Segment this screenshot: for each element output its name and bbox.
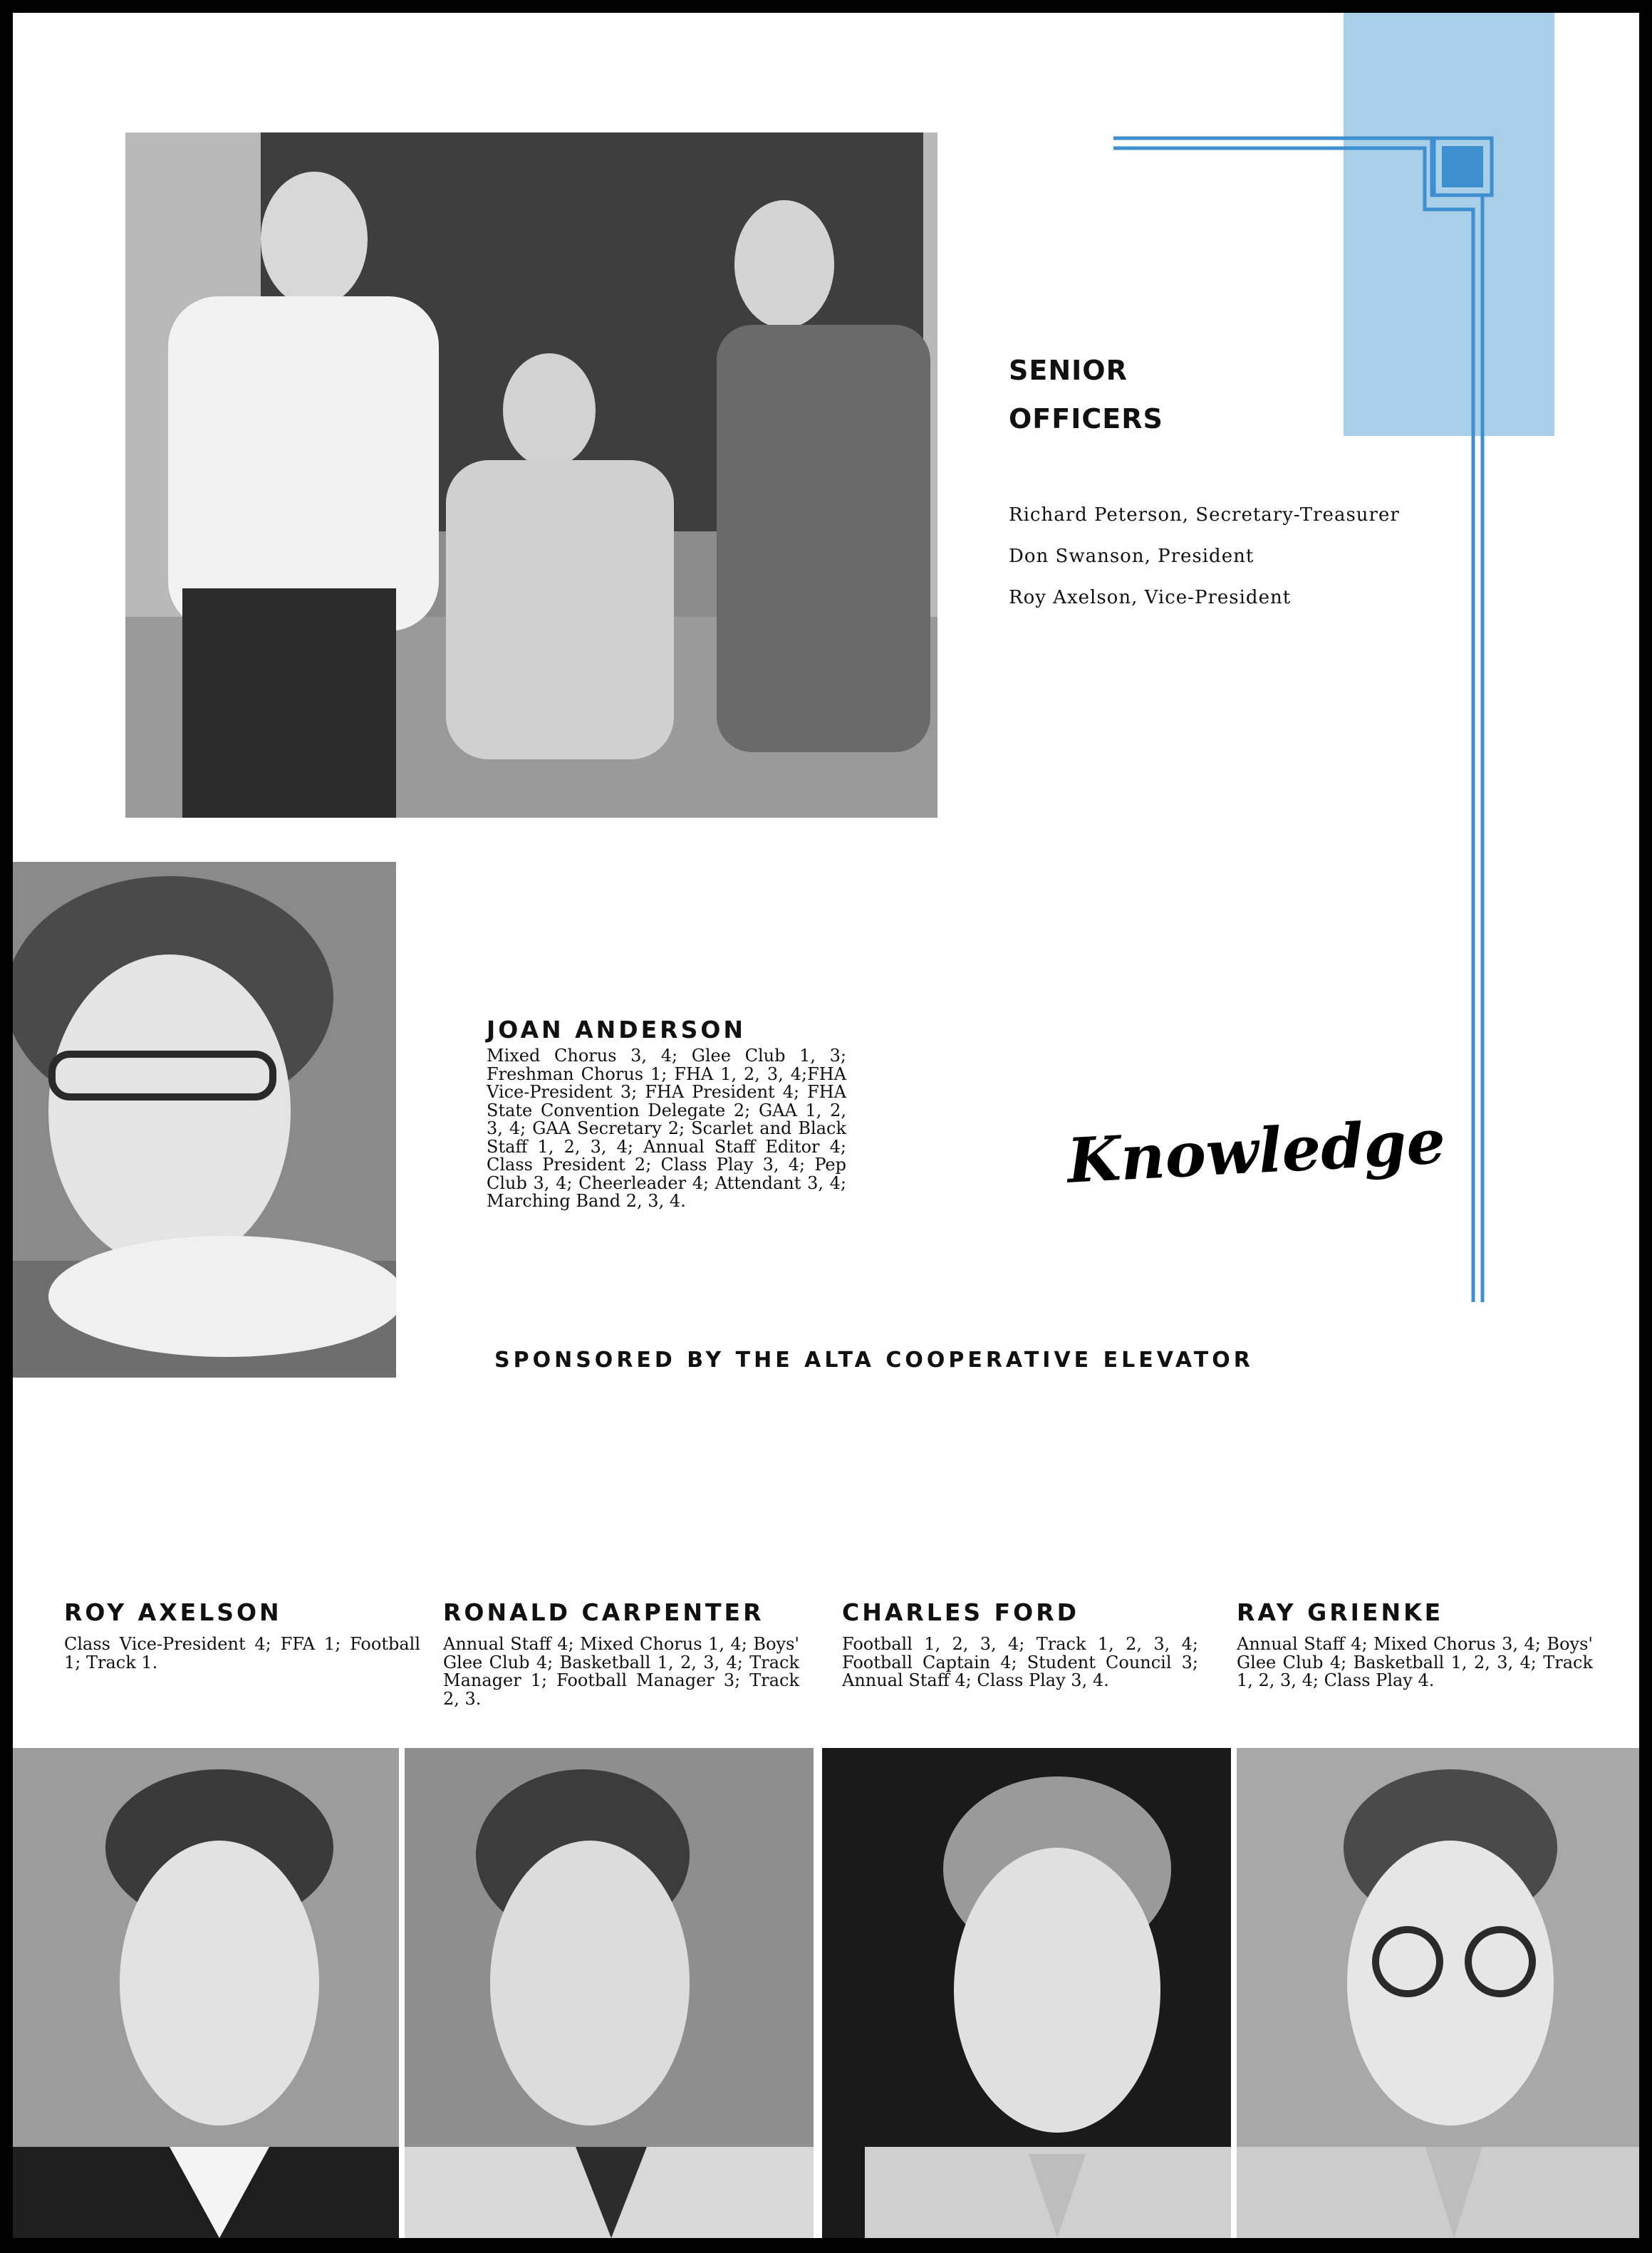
officer-entry: Don Swanson, President xyxy=(1009,546,1254,567)
officers-heading-line1: SENIOR xyxy=(1009,355,1128,386)
senior-portrait xyxy=(13,1748,399,2238)
officers-group-photo xyxy=(125,132,937,818)
officers-heading-line2: OFFICERS xyxy=(1009,403,1163,435)
officers-heading xyxy=(1009,346,1163,443)
senior-activities: Football 1, 2, 3, 4; Track 1, 2, 3, 4; Football Captain 4; Student Council 3; Annual Staff 4; Class Play 3, 4. xyxy=(842,1634,1198,1690)
officer-entry: Richard Peterson, Secretary-Treasurer xyxy=(1009,504,1400,526)
motto-script: Knowledge xyxy=(1065,1105,1448,1197)
yearbook-page xyxy=(13,13,1639,2238)
senior-activities: Annual Staff 4; Mixed Chorus 3, 4; Boys' Glee Club 4; Basketball 1, 2, 3, 4; Track 1, 2, 3, 4; Class Play 4. xyxy=(1237,1634,1593,1690)
featured-name: JOAN ANDERSON xyxy=(487,1016,747,1044)
senior-name: CHARLES FORD xyxy=(842,1598,1080,1626)
senior-activities: Annual Staff 4; Mixed Chorus 1, 4; Boys' Glee Club 4; Basketball 1, 2, 3, 4; Track Manager 1; Football Manager 3; Track 2, 3. xyxy=(443,1634,799,1709)
senior-portrait xyxy=(1237,1748,1639,2238)
senior-name: RAY GRIENKE xyxy=(1237,1598,1444,1626)
officer-entry: Roy Axelson, Vice-President xyxy=(1009,587,1292,608)
featured-activities: Mixed Chorus 3, 4; Glee Club 1, 3; Freshman Chorus 1; FHA 1, 2, 3, 4;FHA Vice-President 3; FHA President 4; FHA State Convention Delegate 2; GAA 1, 2, 3, 4; GAA Secretary 2; Scarlet and Black Staff 1, 2, 3, 4; Annual Staff Editor 4; Class President 2; Class Play 3, 4; Pep Club 3, 4; Cheerleader 4; Attendant 3, 4; Marching Band 2, 3, 4. xyxy=(487,1046,846,1211)
sponsor-line: SPONSORED BY THE ALTA COOPERATIVE ELEVATOR xyxy=(494,1348,1254,1373)
senior-name: ROY AXELSON xyxy=(64,1598,282,1626)
senior-portrait xyxy=(405,1748,814,2238)
featured-portrait xyxy=(13,862,396,1378)
senior-portrait xyxy=(822,1748,1231,2238)
senior-activities: Class Vice-President 4; FFA 1; Football 1; Track 1. xyxy=(64,1634,420,1672)
officers-list xyxy=(1009,494,1400,618)
senior-name: RONALD CARPENTER xyxy=(443,1598,764,1626)
